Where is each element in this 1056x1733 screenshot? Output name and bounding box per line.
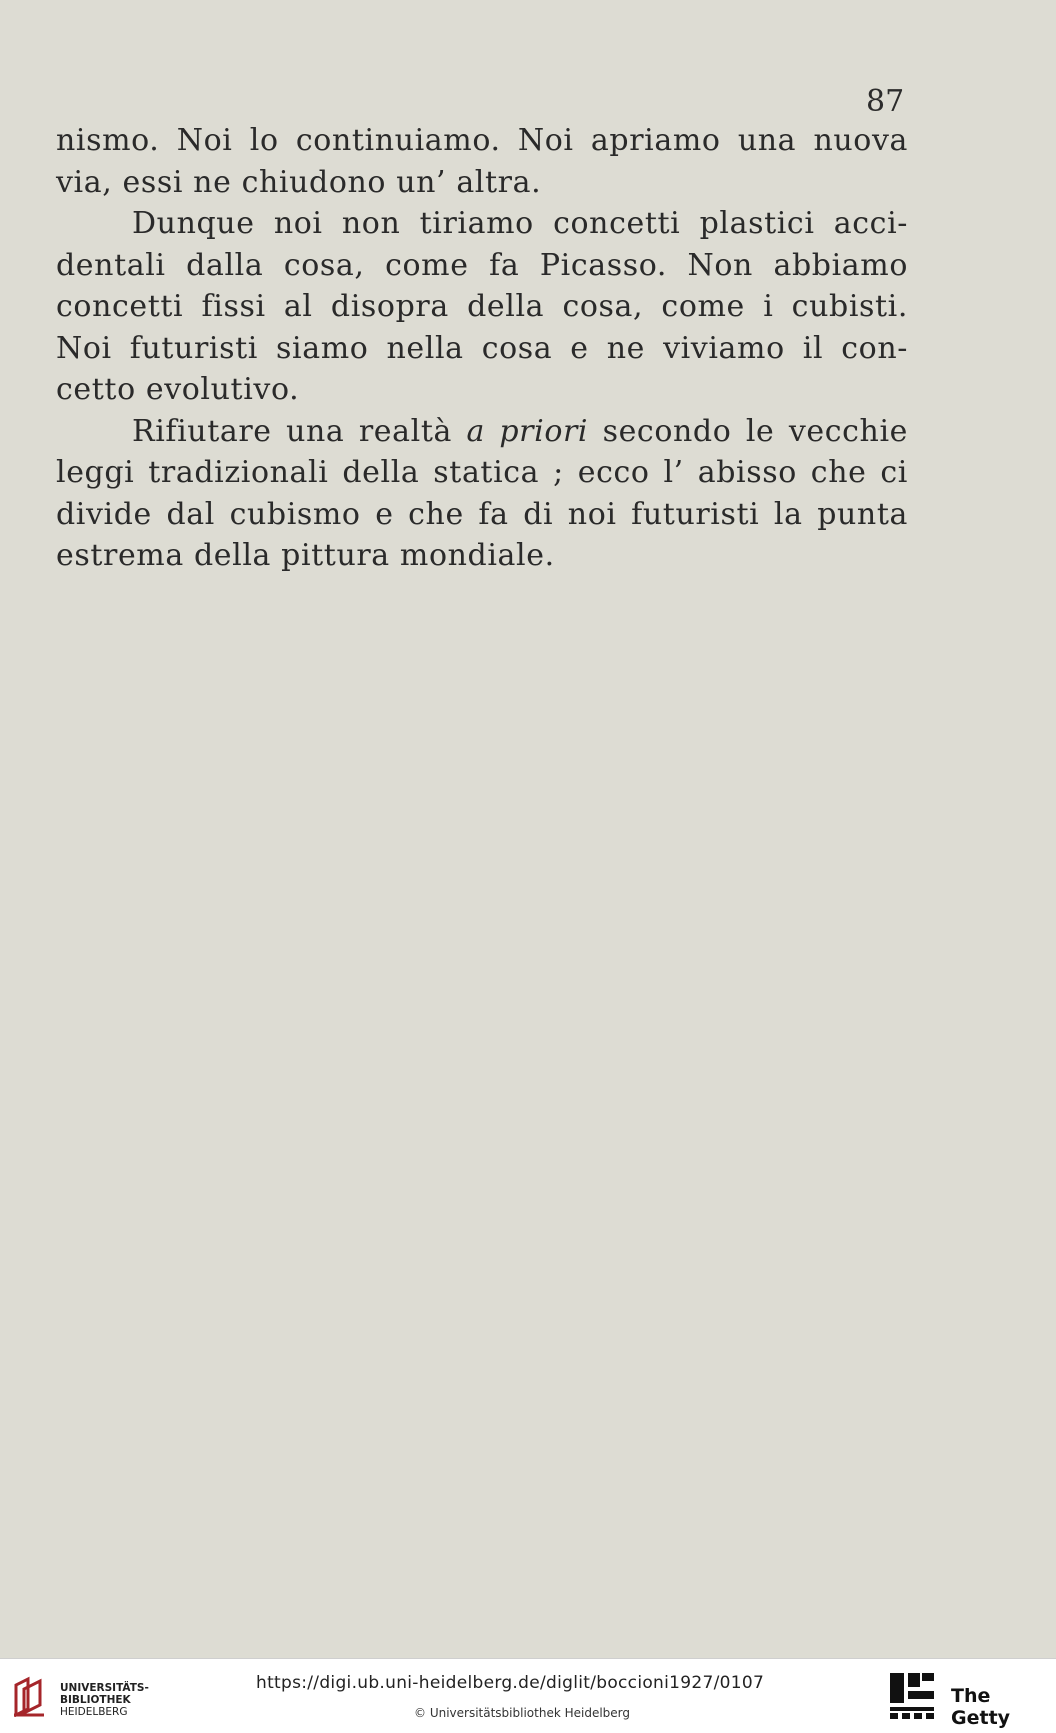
copyright-notice: © Universitätsbibliothek Heidelberg bbox=[414, 1706, 631, 1720]
library-emblem-icon bbox=[10, 1675, 52, 1717]
text-line: estrema della pittura mondiale. bbox=[56, 538, 555, 573]
italic-phrase: a priori bbox=[466, 413, 589, 449]
text-line: Noi futuristi siamo nella cosa e ne viviamo il con- bbox=[56, 330, 908, 366]
library-name-line: HEIDELBERG bbox=[60, 1706, 128, 1718]
getty-logo-icon bbox=[888, 1671, 936, 1721]
text-line: Dunque noi non tiriamo concetti plastici acci- bbox=[132, 206, 908, 241]
footer-bar bbox=[0, 1658, 1056, 1733]
body-text bbox=[56, 120, 908, 577]
text-line: via, essi ne chiudono un’ altra. bbox=[56, 164, 542, 200]
getty-label: The Getty bbox=[951, 1685, 1011, 1729]
text-segment: secondo le vecchie bbox=[588, 413, 909, 449]
text-line: concetti fissi al disopra della cosa, come i cubisti. bbox=[56, 289, 908, 324]
text-line bbox=[56, 411, 908, 453]
text-line: cetto evolutivo. bbox=[56, 372, 300, 407]
library-name-line: BIBLIOTHEK bbox=[60, 1694, 131, 1706]
library-logo bbox=[10, 1667, 160, 1725]
text-line: dentali dalla cosa, come fa Picasso. Non abbiamo bbox=[56, 247, 908, 283]
page-number: 87 bbox=[866, 84, 905, 119]
text-line: leggi tradizionali della statica ; ecco l’ abisso che ci bbox=[56, 455, 908, 490]
permalink-url[interactable]: https://digi.ub.uni-heidelberg.de/diglit/boccioni1927/0107 bbox=[256, 1673, 765, 1693]
library-name-line: UNIVERSITÄTS- bbox=[60, 1682, 149, 1694]
text-segment: Rifiutare una realtà bbox=[132, 413, 467, 449]
library-name bbox=[60, 1682, 149, 1718]
text-line: nismo. Noi lo continuiamo. Noi apriamo una nuova bbox=[56, 123, 908, 158]
text-line: divide dal cubismo e che fa di noi futuristi la punta bbox=[56, 496, 908, 532]
